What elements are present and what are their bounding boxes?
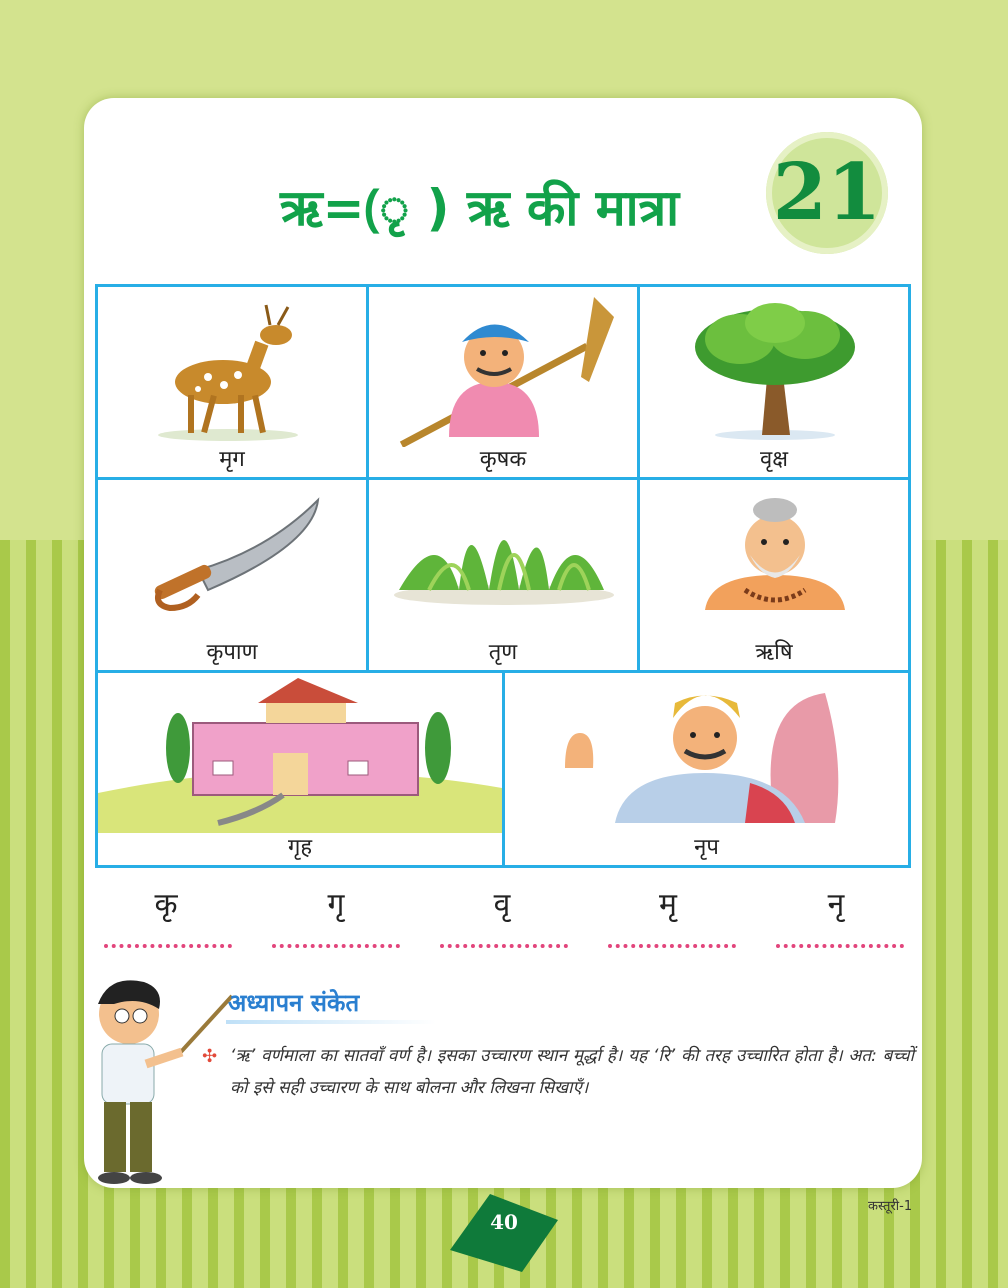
heading-underline	[226, 1020, 436, 1024]
practice-letter: मृ	[659, 887, 677, 922]
picture-label: कृपाण	[206, 640, 258, 665]
practice-letter: गृ	[327, 887, 345, 922]
page-number: 40	[490, 1210, 518, 1234]
practice-letter: वृ	[493, 887, 511, 922]
picture-cell-sword	[95, 477, 369, 673]
writing-line	[440, 944, 568, 948]
deer-icon	[98, 287, 366, 447]
house-icon	[98, 673, 502, 833]
practice-letter: नृ	[827, 887, 845, 922]
picture-cell-king	[502, 670, 911, 868]
sage-icon	[640, 480, 908, 640]
practice-letters-row	[0, 882, 1008, 932]
picture-label: ऋषि	[755, 640, 793, 665]
lesson-title: ऋ=(ृ ) ऋ की मात्रा	[280, 179, 680, 237]
grass-icon	[369, 480, 637, 640]
picture-cell-sage	[637, 477, 911, 673]
farmer-icon	[369, 287, 637, 447]
picture-label: तृण	[488, 640, 518, 665]
picture-label: गृह	[287, 835, 313, 860]
writing-line	[608, 944, 736, 948]
picture-label: कृषक	[479, 447, 527, 472]
writing-line	[104, 944, 232, 948]
picture-cell-tree	[637, 284, 911, 480]
picture-label: वृक्ष	[759, 447, 788, 472]
teacher-note-heading: अध्यापन संकेत	[228, 989, 360, 1017]
sword-icon	[98, 480, 366, 640]
book-label: कस्तूरी-1	[868, 1199, 913, 1214]
picture-cell-grass	[366, 477, 640, 673]
picture-label: मृग	[219, 447, 245, 472]
picture-label: नृप	[694, 835, 719, 860]
lesson-number-badge: 21	[766, 132, 888, 254]
king-icon	[505, 673, 908, 833]
practice-letter: कृ	[154, 887, 178, 922]
bullet-icon: ✣	[202, 1046, 218, 1067]
teacher-note-text: ‘ऋ’ वर्णमाला का सातवाँ वर्ण है। इसका उच्चारण स्थान मूर्द्धा है। यह ‘रि’ की तरह उच्चारित होता है। अत: बच्चों को इसे सही उच्चारण के साथ बोलना और लिखना सिखाएँ।	[230, 1046, 914, 1098]
teacher-boy-icon	[84, 974, 234, 1190]
writing-line	[272, 944, 400, 948]
tree-icon	[640, 287, 908, 447]
picture-cell-farmer	[366, 284, 640, 480]
picture-cell-house	[95, 670, 505, 868]
writing-line	[776, 944, 904, 948]
picture-cell-deer	[95, 284, 369, 480]
picture-grid	[95, 284, 911, 868]
